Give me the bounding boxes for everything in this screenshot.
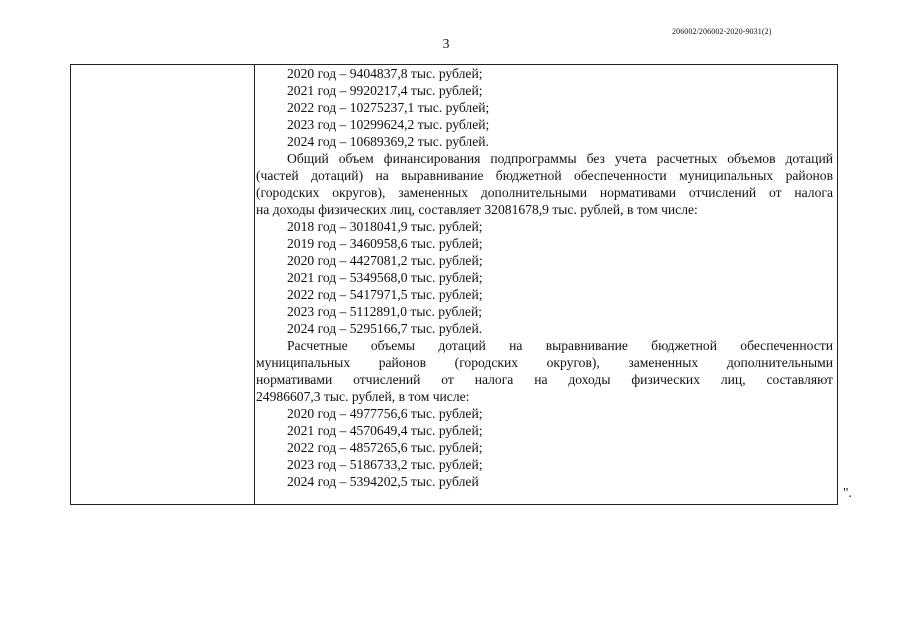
document-table bbox=[70, 64, 838, 505]
table-right-cell bbox=[255, 65, 835, 504]
funding-line: 2021 год – 4570649,4 тыс. рублей; bbox=[287, 423, 483, 438]
paragraph-line: (городских округов), замененных дополнительными нормативами отчислений от налога bbox=[256, 185, 833, 200]
table-left-cell bbox=[71, 65, 255, 504]
funding-line: 2018 год – 3018041,9 тыс. рублей; bbox=[287, 219, 483, 234]
funding-line: 2022 год – 10275237,1 тыс. рублей; bbox=[287, 100, 490, 115]
paragraph-line: (частей дотаций) на выравнивание бюджетной обеспеченности муниципальных районов bbox=[256, 168, 833, 183]
paragraph-line: нормативами отчислений от налога на доходы физических лиц, составляют bbox=[256, 372, 833, 387]
funding-line: 2022 год – 5417971,5 тыс. рублей; bbox=[287, 287, 483, 302]
funding-line: 2024 год – 10689369,2 тыс. рублей. bbox=[287, 134, 489, 149]
paragraph-line: 24986607,3 тыс. рублей, в том числе: bbox=[256, 389, 470, 404]
funding-line: 2020 год – 4977756,6 тыс. рублей; bbox=[287, 406, 483, 421]
funding-line: 2020 год – 9404837,8 тыс. рублей; bbox=[287, 66, 483, 81]
funding-line: 2019 год – 3460958,6 тыс. рублей; bbox=[287, 236, 483, 251]
closing-quote: ". bbox=[843, 485, 852, 500]
paragraph-line: Расчетные объемы дотаций на выравнивание бюджетной обеспеченности bbox=[287, 338, 833, 353]
funding-line: 2022 год – 4857265,6 тыс. рублей; bbox=[287, 440, 483, 455]
document-id: 206002/206002-2020-9031(2) bbox=[672, 27, 772, 36]
funding-line: 2024 год – 5394202,5 тыс. рублей bbox=[287, 474, 479, 489]
funding-line: 2021 год – 9920217,4 тыс. рублей; bbox=[287, 83, 483, 98]
funding-line: 2023 год – 5112891,0 тыс. рублей; bbox=[287, 304, 482, 319]
funding-line: 2023 год – 10299624,2 тыс. рублей; bbox=[287, 117, 490, 132]
paragraph-line: Общий объем финансирования подпрограммы без учета расчетных объемов дотаций bbox=[287, 151, 833, 166]
funding-line: 2020 год – 4427081,2 тыс. рублей; bbox=[287, 253, 483, 268]
page-number: 3 bbox=[442, 37, 450, 52]
funding-line: 2021 год – 5349568,0 тыс. рублей; bbox=[287, 270, 483, 285]
funding-line: 2024 год – 5295166,7 тыс. рублей. bbox=[287, 321, 483, 336]
paragraph-line: муниципальных районов (городских округов), замененных дополнительными bbox=[256, 355, 833, 370]
paragraph-line: на доходы физических лиц, составляет 32081678,9 тыс. рублей, в том числе: bbox=[256, 202, 698, 217]
funding-line: 2023 год – 5186733,2 тыс. рублей; bbox=[287, 457, 483, 472]
